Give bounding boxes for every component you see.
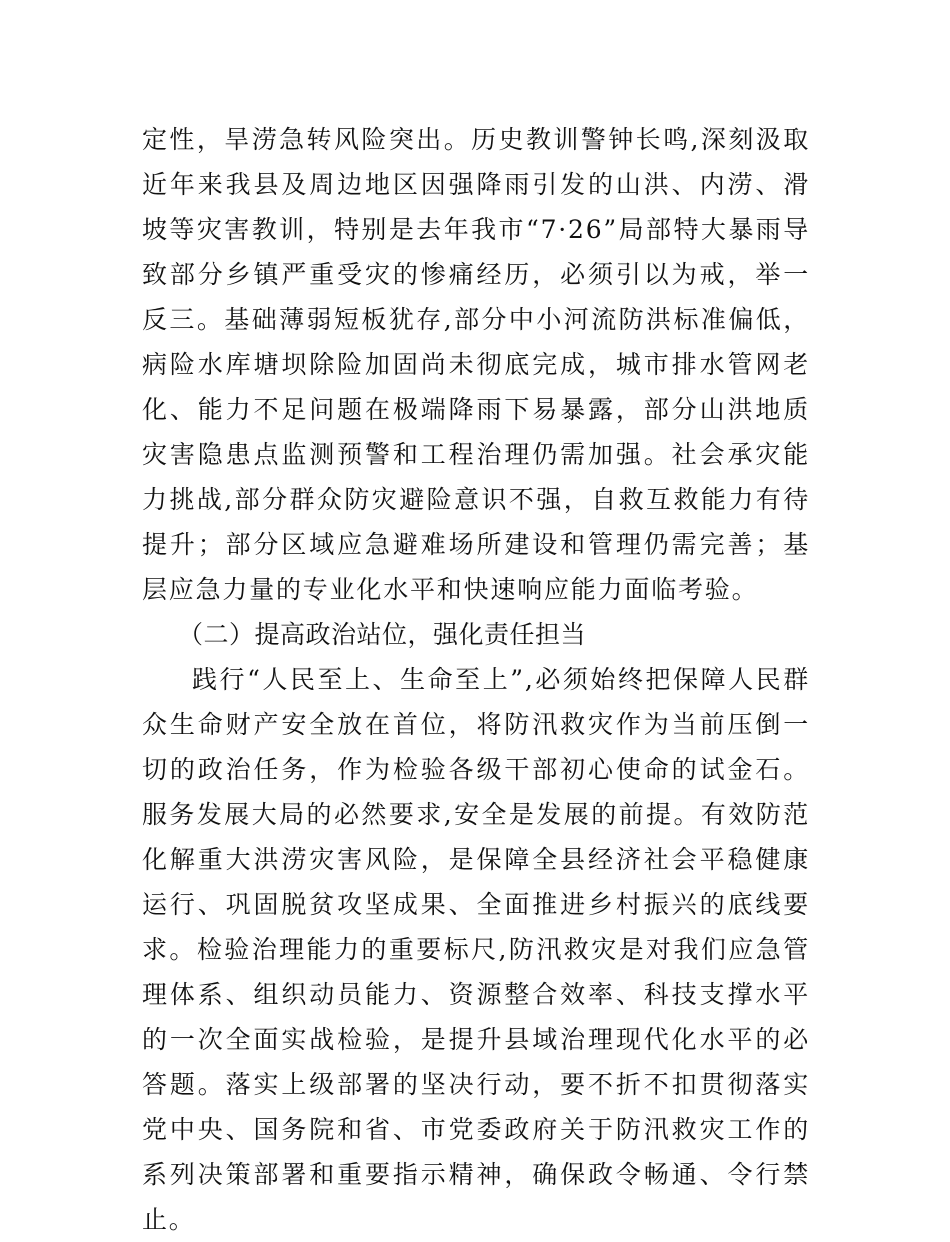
document-body — [142, 117, 810, 1242]
paragraph-risk-analysis: 定性，旱涝急转风险突出。历史教训警钟长鸣,深刻汲取近年来我县及周边地区因强降雨引发的山洪、内涝、滑坡等灾害教训，特别是去年我市“7·26”局部特大暴雨导致部分乡镇严重受灾的惨痛经历，必须引以为戒，举一反三。基础薄弱短板犹存,部分中小河流防洪标准偏低，病险水库塘坝除险加固尚未彻底完成，城市排水管网老化、能力不足问题在极端降雨下易暴露，部分山洪地质灾害隐患点监测预警和工程治理仍需加强。社会承灾能力挑战,部分群众防灾避险意识不强，自救互救能力有待提升；部分区域应急避难场所建设和管理仍需完善；基层应急力量的专业化水平和快速响应能力面临考验。 — [142, 125, 810, 604]
section-heading-political-stance: （二）提高政治站位，强化责任担当 — [178, 620, 587, 649]
paragraph-responsibility: 践行“人民至上、生命至上”,必须始终把保障人民群众生命财产安全放在首位，将防汛救灾作为当前压倒一切的政治任务，作为检验各级干部初心使命的试金石。服务发展大局的必然要求,安全是发展的前提。有效防范化解重大洪涝灾害风险，是保障全县经济社会平稳健康运行、巩固脱贫攻坚成果、全面推进乡村振兴的底线要求。检验治理能力的重要标尺,防汛救灾是对我们应急管理体系、组织动员能力、资源整合效率、科技支撑水平的一次全面实战检验，是提升县域治理现代化水平的必答题。落实上级部署的坚决行动，要不折不扣贯彻落实党中央、国务院和省、市党委政府关于防汛救灾工作的系列决策部署和重要指示精神，确保政令畅通、令行禁止。 — [142, 665, 810, 1234]
